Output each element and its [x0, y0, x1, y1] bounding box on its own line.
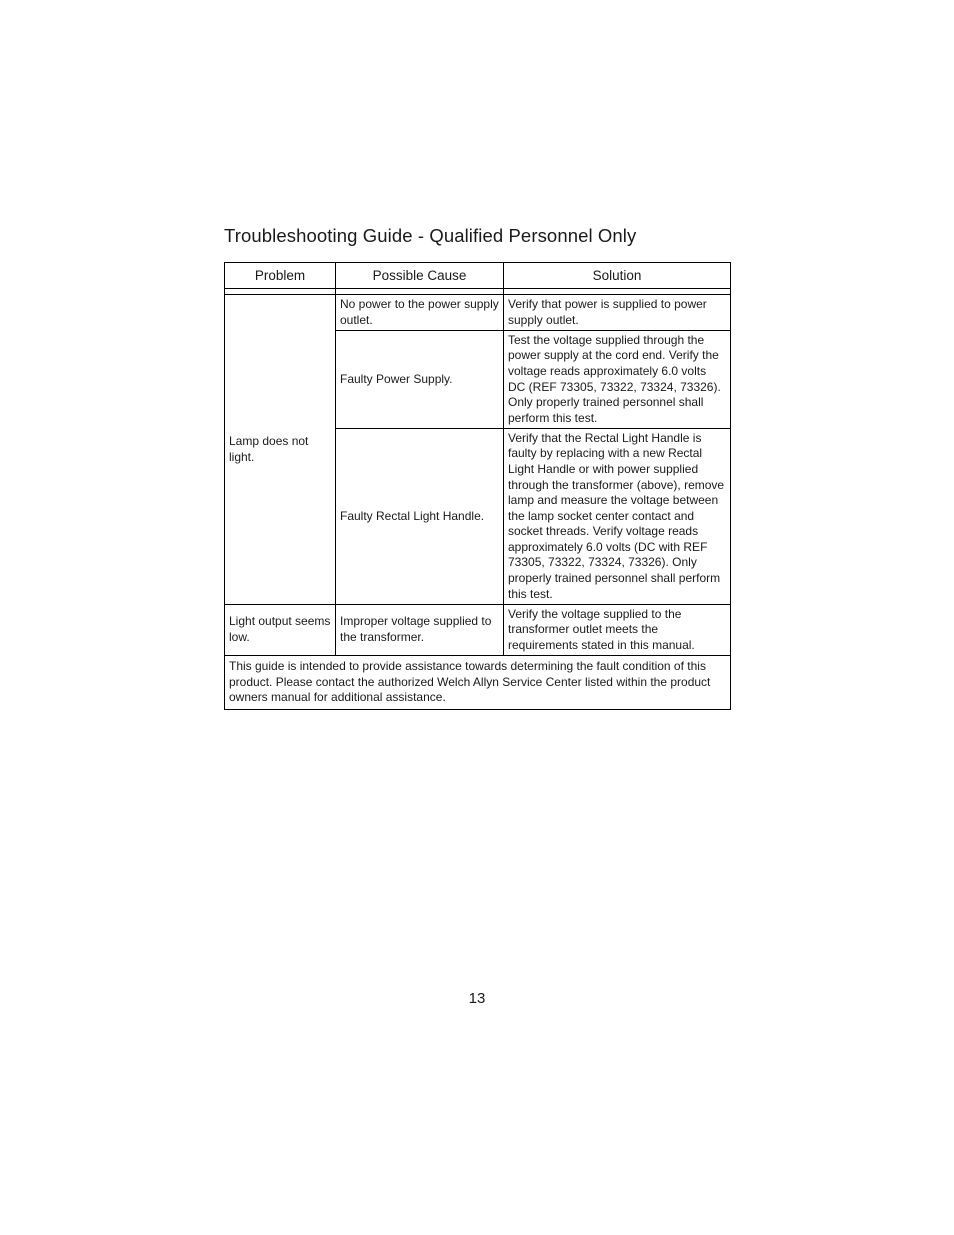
problem-cell: Lamp does not light.: [225, 295, 336, 605]
page-title: Troubleshooting Guide - Qualified Personnel Only: [224, 225, 637, 246]
solution-cell: Verify that power is supplied to power supply outlet.: [504, 295, 731, 331]
page-number: 13: [468, 990, 486, 1007]
troubleshooting-table: [224, 262, 731, 710]
solution-cell: Verify the voltage supplied to the transformer outlet meets the requirements stated in this manual.: [504, 605, 731, 656]
guide-note: This guide is intended to provide assistance towards determining the fault condition of this product. Please contact the authorized Welch Allyn Service Center listed within the product owners manual for additional assistance.: [225, 656, 731, 710]
solution-cell: Test the voltage supplied through the power supply at the cord end. Verify the voltage reads approximately 6.0 volts DC (REF 73305, 73322, 73324, 73326). Only properly trained personnel shall perform this test.: [504, 331, 731, 429]
solution-cell: Verify that the Rectal Light Handle is faulty by replacing with a new Rectal Light Handle or with power supplied through the transformer (above), remove lamp and measure the voltage between the lamp socket center contact and socket threads. Verify voltage reads approximately 6.0 volts (DC with REF 73305, 73322, 73324, 73326). Only properly trained personnel shall perform this test.: [504, 429, 731, 605]
table-note-row: [225, 656, 731, 710]
table-header-row: [225, 263, 731, 289]
cause-cell: Faulty Rectal Light Handle.: [336, 429, 504, 605]
problem-cell: Light output seems low.: [225, 605, 336, 656]
header-possible-cause: Possible Cause: [336, 263, 504, 289]
cause-cell: Improper voltage supplied to the transformer.: [336, 605, 504, 656]
table-row: [225, 295, 731, 331]
header-solution: Solution: [504, 263, 731, 289]
header-problem: Problem: [225, 263, 336, 289]
cause-cell: Faulty Power Supply.: [336, 331, 504, 429]
table-row: [225, 605, 731, 656]
cause-cell: No power to the power supply outlet.: [336, 295, 504, 331]
